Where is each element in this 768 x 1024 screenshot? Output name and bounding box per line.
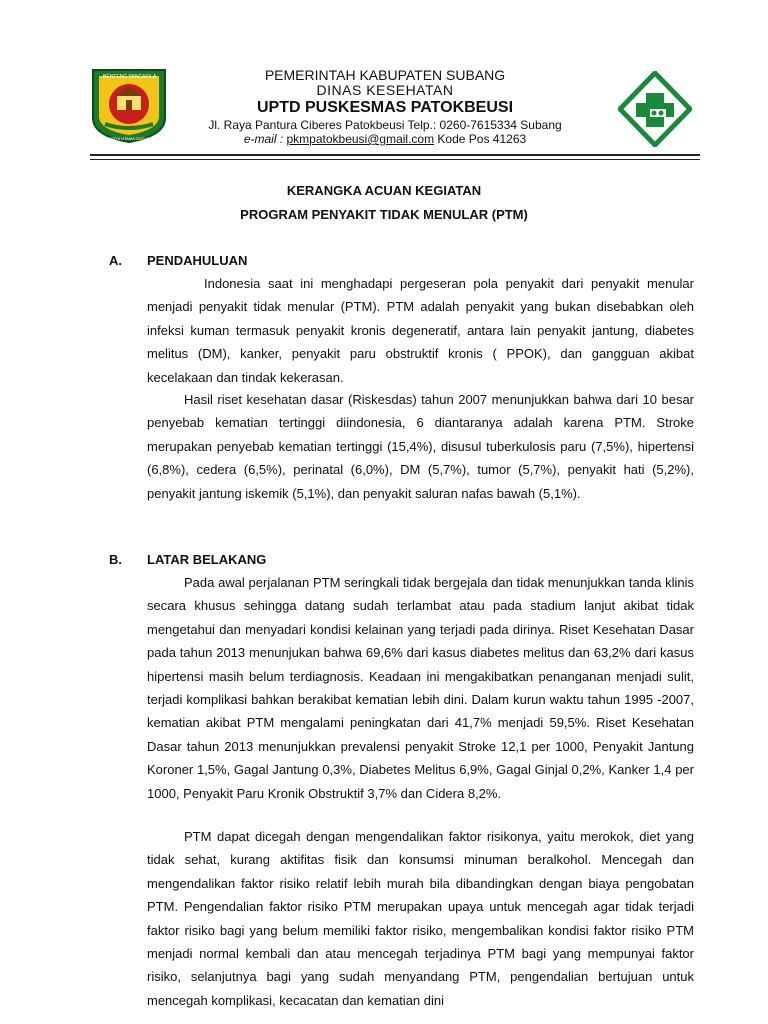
emblem-motto: KARYA UTAMA GAPURA MERAH — [107, 136, 168, 141]
postcode: Kode Pos 41263 — [437, 132, 527, 146]
email-link[interactable]: pkmpatokbeusi@gmail.com — [286, 132, 435, 146]
contact-line — [160, 132, 610, 146]
department-name: DINAS KESEHATAN — [316, 82, 454, 98]
institution-name: UPTD PUSKESMAS PATOKBEUSI — [256, 99, 514, 116]
section-b-letter: B. — [109, 552, 122, 567]
puskesmas-logo — [618, 71, 692, 147]
address-line: Jl. Raya Pantura Ciberes Patokbeusi Telp.: 0260-7615334 Subang — [208, 118, 562, 132]
letterhead — [160, 68, 610, 146]
header-rule-thin — [90, 159, 700, 160]
section-a-letter: A. — [109, 253, 122, 268]
subang-regency-emblem — [89, 66, 169, 144]
section-a-title: PENDAHULUAN — [147, 253, 248, 268]
emblem-text: BENTENG PANCASILA — [103, 74, 157, 80]
section-a-paragraph-1: Indonesia saat ini menghadapi pergeseran pola penyakit dari penyakit menular menjadi penyakit tidak menular (PTM). PTM adalah penyakit yang bukan disebabkan oleh infeksi kuman termasuk penyakit kronis degeneratif, antara lain penyakit jantung, diabetes melitus (DM), kanker, penyakit paru obstruktif kronis ( PPOK), dan gangguan akibat kecelakaan dan tindak kekerasan. — [147, 276, 694, 385]
section-b-paragraph-2: PTM dapat dicegah dengan mengendalikan faktor risikonya, yaitu merokok, diet yang tidak sehat, kurang aktifitas fisik dan konsumsi minuman beralkohol. Mencegah dan mengendalikan faktor risiko relatif lebih murah bila dibandingkan dengan biaya pengobatan PTM. Pengendalian faktor risiko PTM merupakan upaya untuk mencegah agar tidak terjadi faktor risiko bagi yang belum memiliki faktor risiko, mengembalikan kondisi faktor risiko PTM menjadi normal kembali dan atau mencegah terjadinya PTM bagi yang mempunyai faktor risiko, selanjutnya bagi yang sudah menyandang PTM, pengendalian bertujuan untuk mencegah komplikasi, kecacatan dan kematian dini — [147, 829, 694, 1008]
email-label: e-mail : — [243, 132, 284, 146]
document-title: KERANGKA ACUAN KEGIATAN — [286, 183, 482, 198]
document-subtitle: PROGRAM PENYAKIT TIDAK MENULAR (PTM) — [240, 207, 528, 222]
section-b-paragraph-1: Pada awal perjalanan PTM seringkali tidak bergejala dan tidak menunjukkan tanda klinis secara khusus sehingga datang sudah terlambat atau pada stadium lanjut akibat tidak mengetahui dan menyadari kondisi kelainan yang terjadi pada dirinya. Riset Kesehatan Dasar pada tahun 2013 menunjukan bahwa 69,6% dari kasus diabetes melitus dan 63,2% dari kasus hipertensi masih belum terdiagnosis. Keadaan ini mengakibatkan penanganan menjadi sulit, terjadi komplikasi bahkan berakibat kematian lebih dini. Dalam kurun waktu tahun 1995 -2007, kematian akibat PTM mengalami peningkatan dari 41,7% menjadi 59,5%. Riset Kesehatan Dasar tahun 2013 menunjukkan prevalensi penyakit Stroke 12,1 per 1000, Penyakit Jantung Koroner 1,5%, Gagal Jantung 0,3%, Diabetes Melitus 6,9%, Gagal Ginjal 0,2%, Kanker 1,4 per 1000, Penyakit Paru Kronik Obstruktif 3,7% dan Cidera 8,2%. — [147, 575, 694, 801]
section-a-paragraph-2: Hasil riset kesehatan dasar (Riskesdas) tahun 2007 menunjukkan bahwa dari 10 besar penyebab kematian tertinggi diindonesia, 6 diantaranya adalah karena PTM. Stroke merupakan penyebab kematian tertinggi (15,4%), disusul tuberkulosis paru (7,5%), hipertensi (6,8%), cedera (6,5%), perinatal (6,0%), DM (5,7%), tumor (5,7%), penyakit hati (5,2%), penyakit jantung iskemik (5,1%), dan penyakit saluran nafas bawah (5,1%). — [147, 392, 694, 501]
header-rule-thick — [90, 154, 700, 156]
government-name: PEMERINTAH KABUPATEN SUBANG — [264, 67, 506, 83]
section-b-title: LATAR BELAKANG — [147, 552, 267, 567]
